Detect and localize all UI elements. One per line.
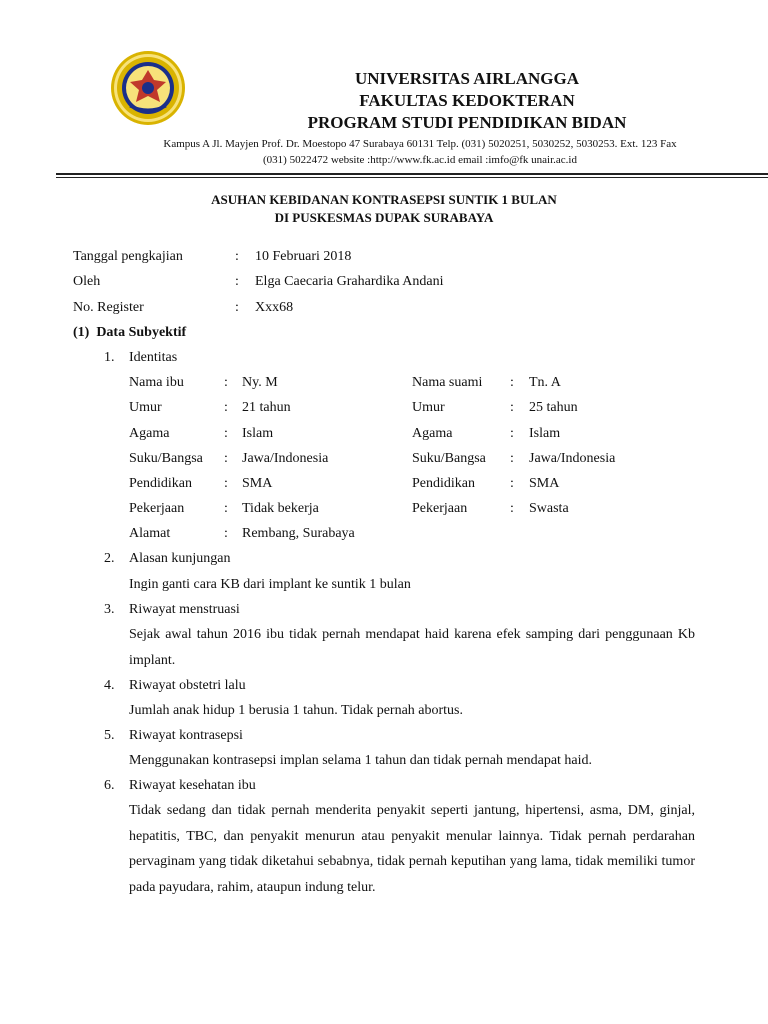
info-label: No. Register	[73, 300, 144, 315]
letterhead-divider-thin	[56, 177, 768, 178]
item-title: Riwayat kesehatan ibu	[129, 778, 256, 793]
identity-value: Jawa/Indonesia	[529, 451, 616, 466]
identity-value: Tn. A	[529, 375, 561, 390]
identity-label: Alamat	[129, 526, 171, 541]
identity-sep: :	[224, 400, 228, 415]
letterhead-divider	[56, 173, 768, 175]
identity-sep: :	[224, 451, 228, 466]
identity-value: SMA	[529, 476, 560, 491]
identity-sep: :	[224, 526, 228, 541]
university-seal-icon	[110, 50, 186, 126]
identity-value: Swasta	[529, 501, 569, 516]
identity-value: SMA	[242, 476, 273, 491]
identity-sep: :	[224, 426, 228, 441]
section-heading: (1) Data Subyektif	[73, 325, 187, 340]
identity-value: Islam	[529, 426, 561, 441]
identity-label: Pendidikan	[129, 476, 192, 491]
identity-label: Agama	[412, 426, 453, 441]
identity-sep: :	[510, 375, 514, 390]
identity-label: Umur	[412, 400, 445, 415]
identity-sep: :	[224, 476, 228, 491]
identity-value: Tidak bekerja	[242, 501, 319, 516]
program-name: PROGRAM STUDI PENDIDIKAN BIDAN	[307, 113, 627, 132]
identity-label: Nama ibu	[129, 375, 184, 390]
identity-sep: :	[510, 426, 514, 441]
identity-value: 21 tahun	[242, 400, 291, 415]
identity-label: Pekerjaan	[412, 501, 468, 516]
identity-label: Suku/Bangsa	[412, 451, 486, 466]
identity-sep: :	[224, 501, 228, 516]
document-title-line-2: DI PUSKESMAS DUPAK SURABAYA	[274, 210, 494, 225]
identity-sep: :	[510, 476, 514, 491]
identity-label: Umur	[129, 400, 162, 415]
item-number: 3.	[104, 602, 115, 617]
item-title: Riwayat obstetri lalu	[129, 678, 246, 693]
identity-label: Nama suami	[412, 375, 483, 390]
info-value: Xxx68	[255, 300, 294, 315]
item-number: 2.	[104, 551, 115, 566]
identity-label: Pendidikan	[412, 476, 475, 491]
item-title: Identitas	[129, 350, 178, 365]
identity-value: Rembang, Surabaya	[242, 526, 355, 541]
item-paragraph: Tidak sedang dan tidak pernah menderita penyakit seperti jantung, hipertensi, asma, DM, ginjal, hepatitis, TBC, dan penyakit menurun atau penyakit menular lainnya. Tidak pernah perdarahan pervaginam yang tidak diketahui sebabnya, tidak pernah keputihan yang lama, tidak memiliki tumor pada payudara, rahim, ataupun indung telur.	[129, 803, 695, 895]
identity-sep: :	[510, 501, 514, 516]
item-title: Alasan kunjungan	[129, 551, 231, 566]
university-name: UNIVERSITAS AIRLANGGA	[354, 69, 580, 88]
info-sep: :	[235, 274, 239, 289]
info-value: Elga Caecaria Grahardika Andani	[255, 274, 444, 289]
identity-label: Suku/Bangsa	[129, 451, 203, 466]
identity-value: 25 tahun	[529, 400, 578, 415]
info-label: Oleh	[73, 274, 101, 289]
identity-value: Ny. M	[242, 375, 278, 390]
info-sep: :	[235, 300, 239, 315]
item-number: 6.	[104, 778, 115, 793]
info-sep: :	[235, 249, 239, 264]
item-title: Riwayat kontrasepsi	[129, 728, 243, 743]
address-line-2: (031) 5022472 website :http://www.fk.ac.id email :imfo@fk unair.ac.id	[263, 154, 577, 166]
item-number: 1.	[104, 350, 115, 365]
identity-label: Pekerjaan	[129, 501, 185, 516]
identity-value: Jawa/Indonesia	[242, 451, 329, 466]
identity-sep: :	[510, 400, 514, 415]
item-text: Menggunakan kontrasepsi implan selama 1 tahun dan tidak pernah mendapat haid.	[129, 753, 593, 768]
document-title-line-1: ASUHAN KEBIDANAN KONTRASEPSI SUNTIK 1 BULAN	[211, 192, 557, 207]
info-label: Tanggal pengkajian	[73, 249, 183, 264]
faculty-name: FAKULTAS KEDOKTERAN	[359, 91, 575, 110]
identity-label: Agama	[129, 426, 170, 441]
info-value: 10 Februari 2018	[255, 249, 352, 264]
item-paragraph: Sejak awal tahun 2016 ibu tidak pernah mendapat haid karena efek samping dari penggunaan Kb implant.	[129, 627, 695, 668]
identity-value: Islam	[242, 426, 274, 441]
identity-sep: :	[224, 375, 228, 390]
item-number: 5.	[104, 728, 115, 743]
item-title: Riwayat menstruasi	[129, 602, 240, 617]
item-text: Jumlah anak hidup 1 berusia 1 tahun. Tidak pernah abortus.	[129, 703, 464, 718]
item-text: Ingin ganti cara KB dari implant ke suntik 1 bulan	[129, 577, 411, 592]
item-number: 4.	[104, 678, 115, 693]
identity-sep: :	[510, 451, 514, 466]
address-line-1: Kampus A Jl. Mayjen Prof. Dr. Moestopo 47 Surabaya 60131 Telp. (031) 5020251, 5030252, 5030253. Ext. 123 Fax	[163, 138, 677, 150]
